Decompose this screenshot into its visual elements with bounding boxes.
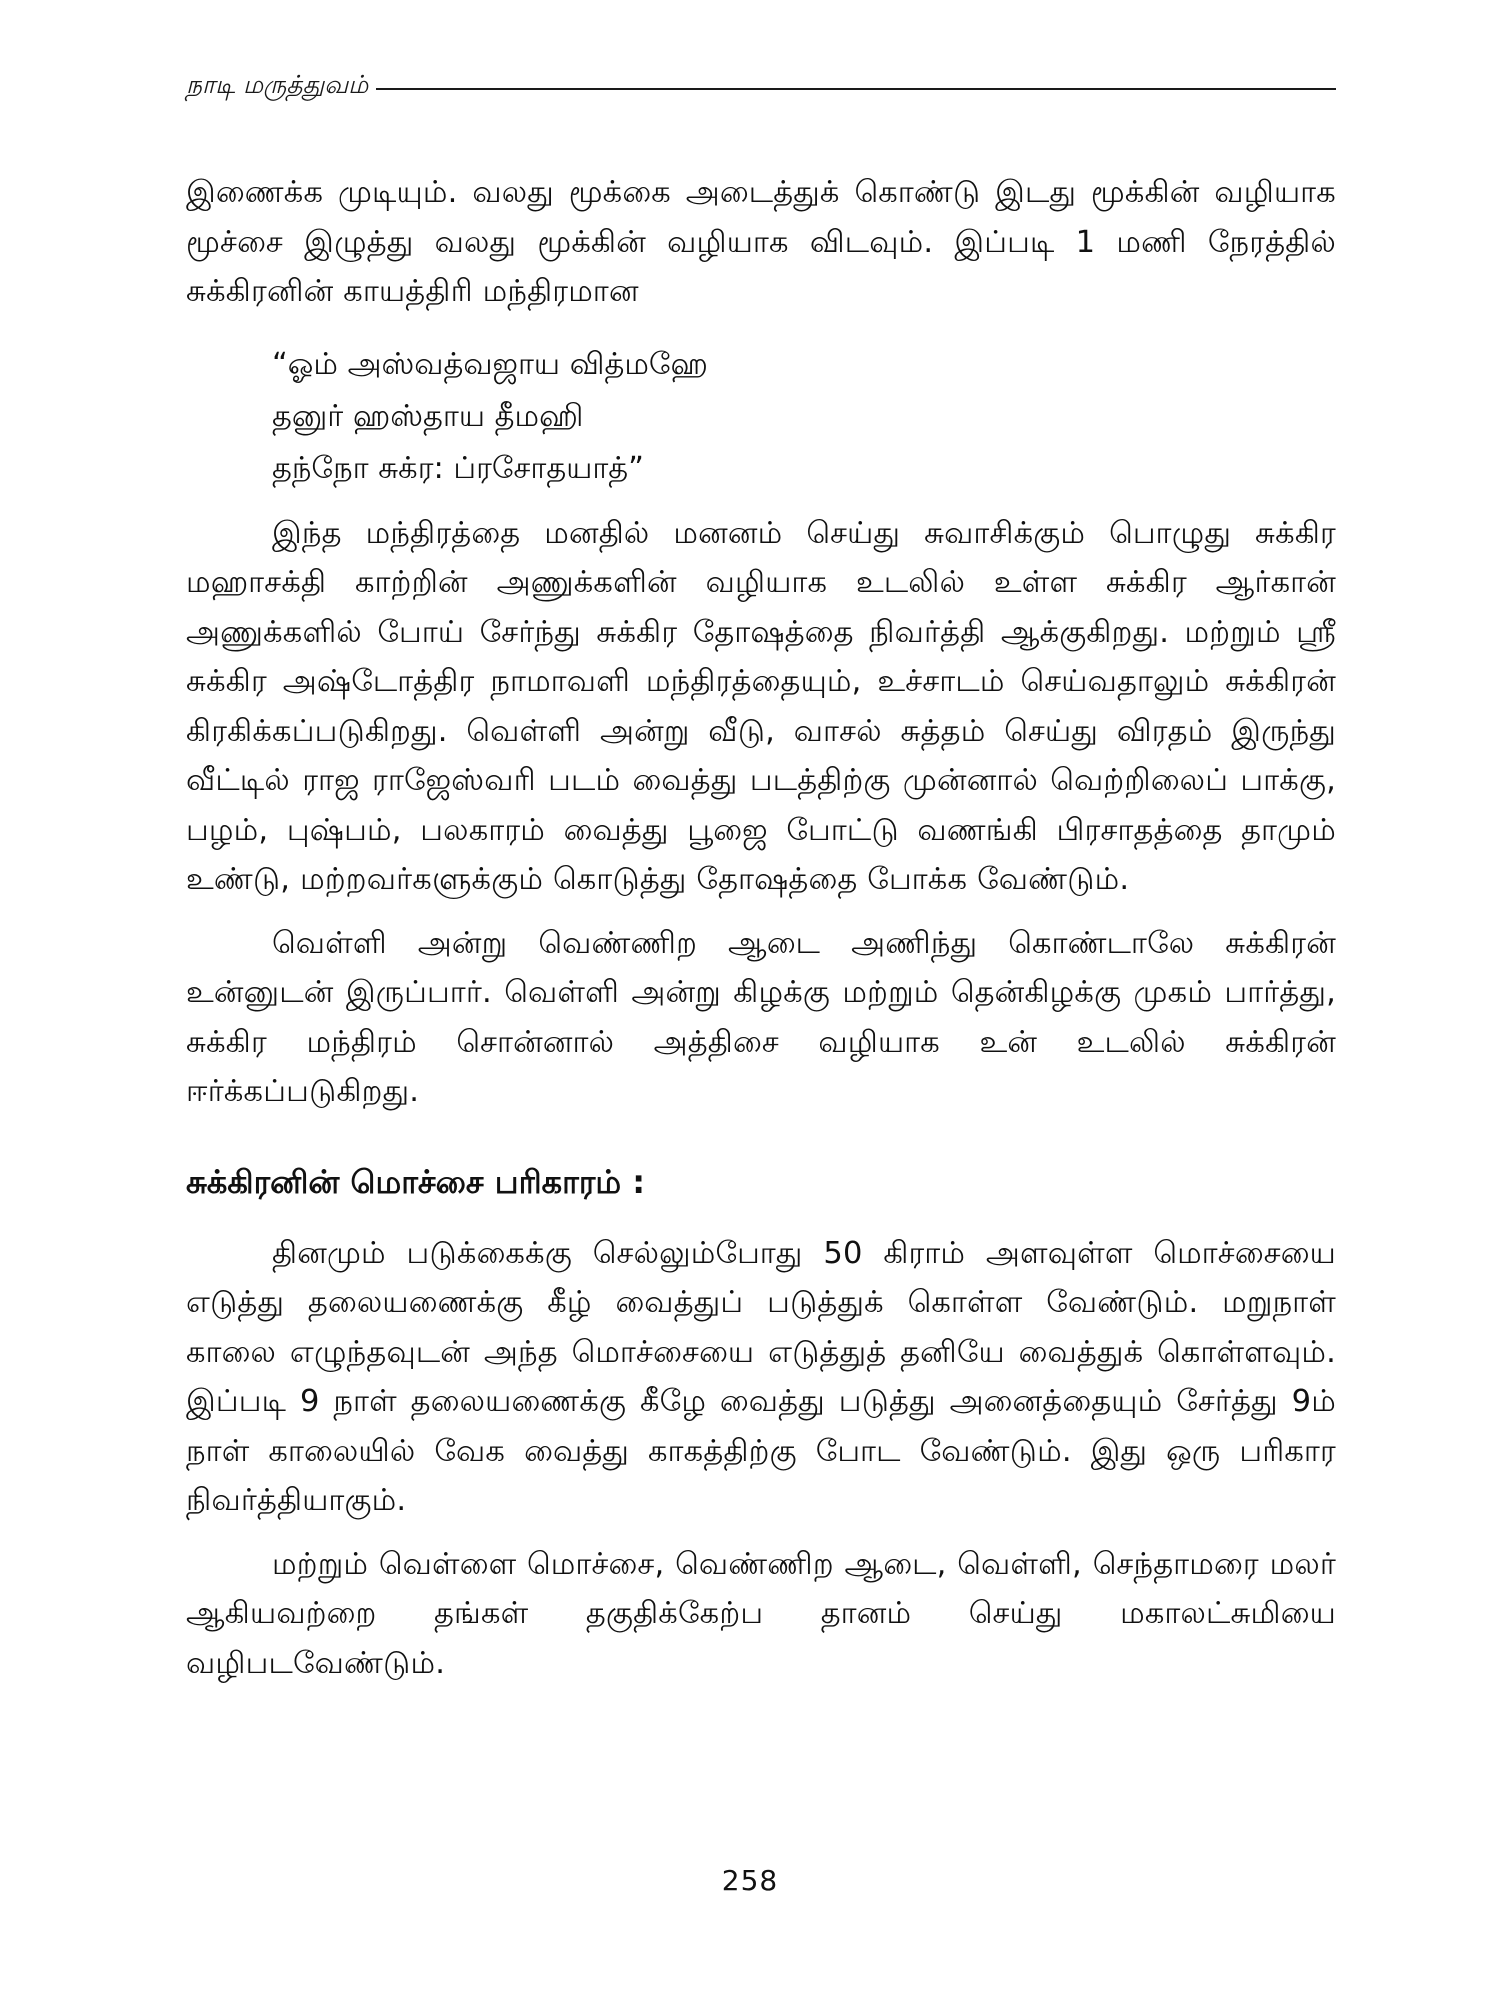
mantra-block [186,339,1336,495]
paragraph-4: தினமும் படுக்கைக்கு செல்லும்போது 50 கிராம் அளவுள்ள மொச்சையை எடுத்து தலையணைக்கு கீழ் வைத்துப் படுத்துக் கொள்ள வேண்டும். மறுநாள் காலை எழுந்தவுடன் அந்த மொச்சையை எடுத்துத் தனியே வைத்துக் கொள்ளவும். இப்படி 9 நாள் தலையணைக்கு கீழே வைத்து படுத்து அனைத்தையும் சேர்த்து 9ம் நாள் காலையில் வேக வைத்து காகத்திற்கு போட வேண்டும். இது ஒரு பரிகார நிவர்த்தியாகும். [186,1235,1336,1518]
mantra-line-3: தந்நோ சுக்ர: ப்ரசோதயாத்” [272,450,644,486]
page-number: 258 [721,1864,779,1897]
paragraph-3: வெள்ளி அன்று வெண்ணிற ஆடை அணிந்து கொண்டாலே சுக்கிரன் உன்னுடன் இருப்பார். வெள்ளி அன்று கிழக்கு மற்றும் தென்கிழக்கு முகம் பார்த்து, சுக்கிர மந்திரம் சொன்னால் அத்திசை வழியாக உன் உடலில் சுக்கிரன் ஈர்க்கப்படுகிறது. [186,925,1336,1109]
section-heading: சுக்கிரனின் மொச்சை பரிகாரம் : [186,1162,646,1201]
running-header [186,70,1336,103]
mantra-line-2: தனுர் ஹஸ்தாய தீமஹி [272,398,584,434]
page-content [186,168,1336,1688]
header-rule [376,88,1336,90]
paragraph-2: இந்த மந்திரத்தை மனதில் மனனம் செய்து சுவாசிக்கும் பொழுது சுக்கிர மஹாசக்தி காற்றின் அணுக்களின் வழியாக உடலில் உள்ள சுக்கிர ஆர்கான் அணுக்களில் போய் சேர்ந்து சுக்கிர தோஷத்தை நிவர்த்தி ஆக்குகிறது. மற்றும் ஸ்ரீ சுக்கிர அஷ்டோத்திர நாமாவளி மந்திரத்தையும், உச்சாடம் செய்வதாலும் சுக்கிரன் கிரகிக்கப்படுகிறது. வெள்ளி அன்று வீடு, வாசல் சுத்தம் செய்து விரதம் இருந்து வீட்டில் ராஜ ராஜேஸ்வரி படம் வைத்து படத்திற்கு முன்னால் வெற்றிலைப் பாக்கு, பழம், புஷ்பம், பலகாரம் வைத்து பூஜை போட்டு வணங்கி பிரசாதத்தை தாமும் உண்டு, மற்றவர்களுக்கும் கொடுத்து தோஷத்தை போக்க வேண்டும். [186,515,1336,897]
paragraph-1: இணைக்க முடியும். வலது மூக்கை அடைத்துக் கொண்டு இடது மூக்கின் வழியாக மூச்சை இழுத்து வலது மூக்கின் வழியாக விடவும். இப்படி 1 மணி நேரத்தில் சுக்கிரனின் காயத்திரி மந்திரமான [186,175,1336,309]
paragraph-5: மற்றும் வெள்ளை மொச்சை, வெண்ணிற ஆடை, வெள்ளி, செந்தாமரை மலர் ஆகியவற்றை தங்கள் தகுதிக்கேற்ப தானம் செய்து மகாலட்சுமியை வழிபடவேண்டும். [186,1546,1336,1681]
running-header-title: நாடி மருத்துவம் [186,70,369,99]
mantra-line-1: “ஓம் அஸ்வத்வஜாய வித்மஹே [272,346,708,382]
